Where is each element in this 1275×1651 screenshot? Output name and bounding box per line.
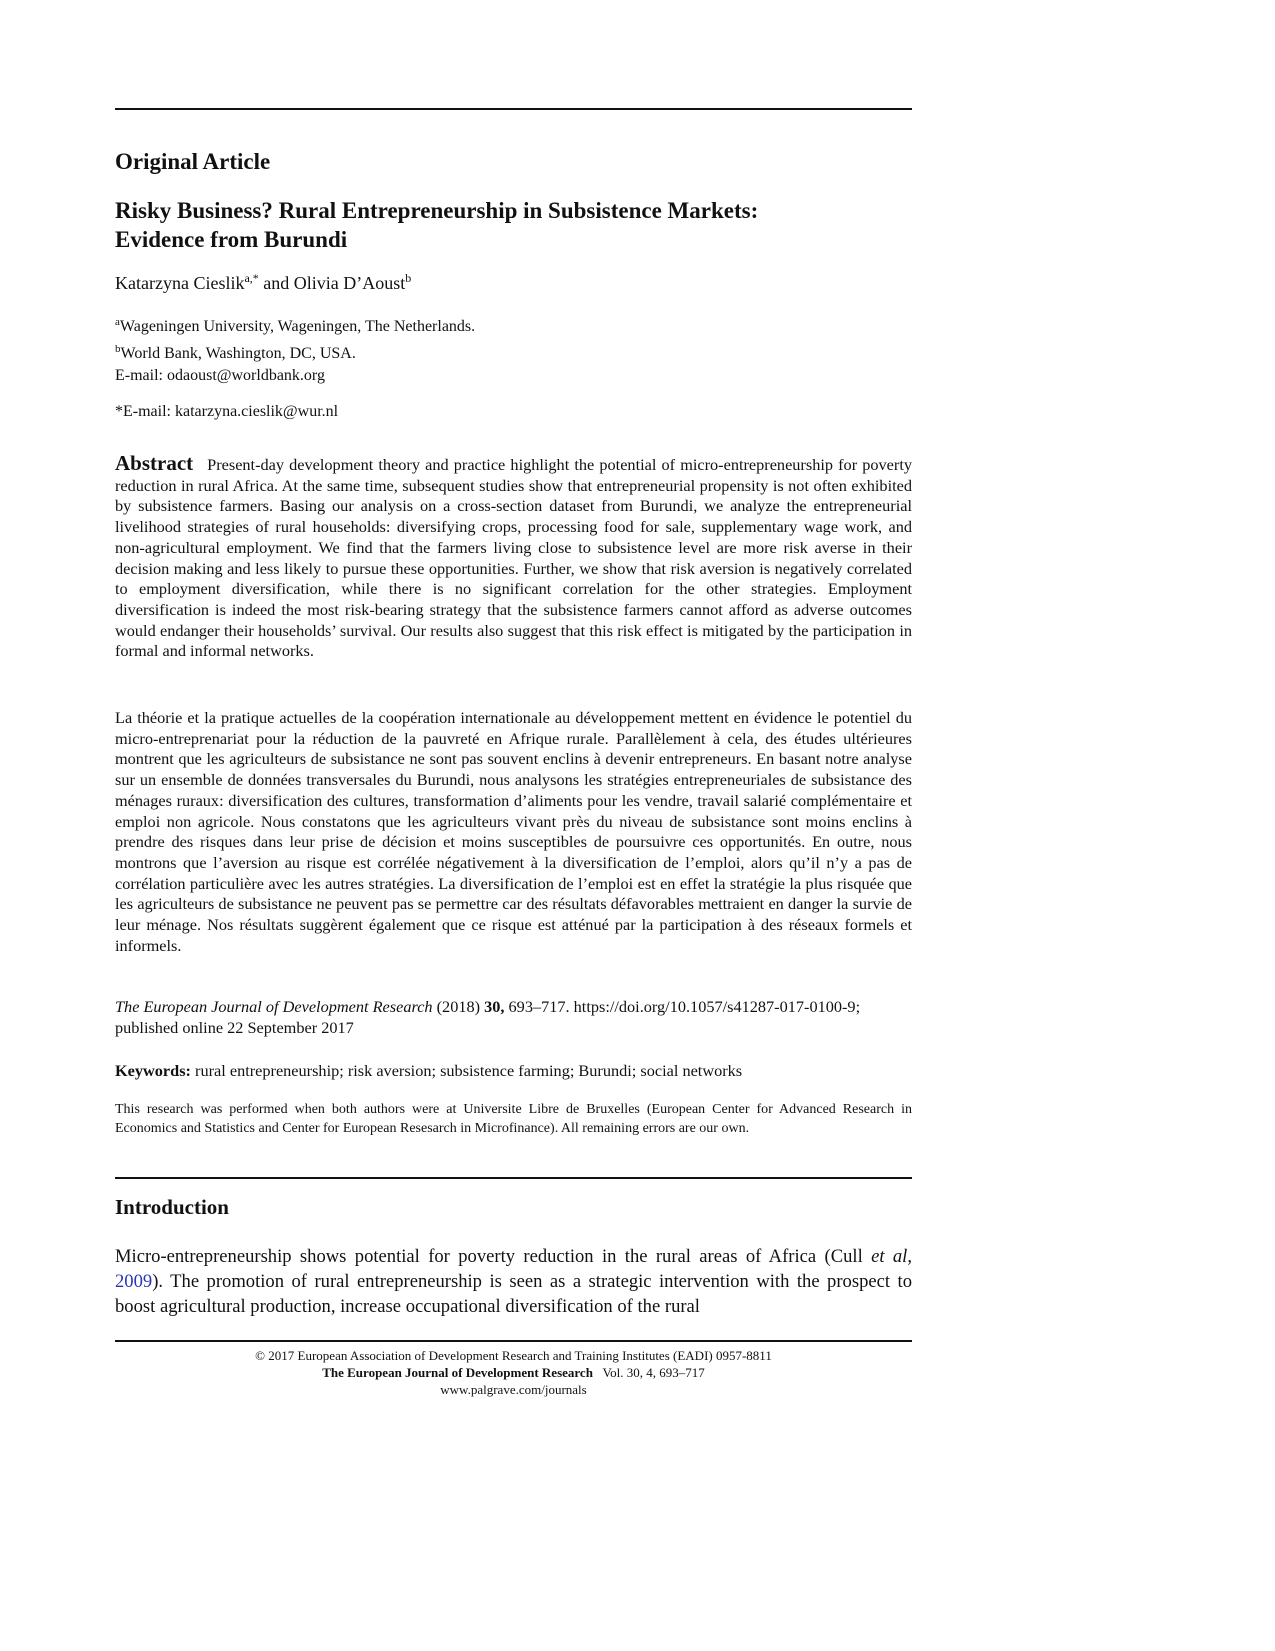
footer-journal: The European Journal of Development Research [322, 1365, 593, 1380]
abstract-english-text: Present-day development theory and practice highlight the potential of micro-entrepreneurship for poverty reduction in rural Africa. At the same time, subsequent studies show that entrepreneurial propensity is not often exhibited by subsistence farmers. Basing our analysis on a cross-section dataset from Burundi, we analyze the entrepreneurial livelihood strategies of rural households: diversifying crops, processing food for sale, supplementary wage work, and non-agricultural employment. We find that the farmers living close to subsistence level are more risk averse in their decision making and less likely to pursue these opportunities. Further, we show that risk aversion is negatively correlated to employment diversification, while there is no significant correlation for the other strategies. Employment diversification is indeed the most risk-bearing strategy that the subsistence farmers cannot afford as adverse outcomes would endanger their households’ survival. Our results also suggest that this risk effect is mitigated by the participation in formal and informal networks. [115, 455, 912, 661]
corresponding-email: *E-mail: katarzyna.cieslik@wur.nl [115, 403, 339, 420]
author-2-superscript: b [405, 271, 412, 285]
keywords-text: rural entrepreneurship; risk aversion; subsistence farming; Burundi; social networks [190, 1061, 743, 1080]
affiliation-a-marker: a [115, 316, 120, 328]
author-2-email: E-mail: odaoust@worldbank.org [115, 367, 325, 384]
title-line-1: Risky Business? Rural Entrepreneurship in Subsistence Markets: [115, 198, 759, 223]
citation [115, 996, 912, 1038]
affiliations [115, 311, 912, 387]
page-footer [115, 1347, 912, 1398]
affiliation-a-text: Wageningen University, Wageningen, The Netherlands. [119, 318, 476, 335]
footer-rule [115, 1340, 912, 1342]
reference-link-2009[interactable]: 2009 [115, 1271, 153, 1292]
footer-url: www.palgrave.com/journals [440, 1382, 587, 1397]
abstract-english [115, 453, 912, 662]
author-2-name: Olivia D’Aoust [293, 273, 406, 293]
abstract-heading: Abstract [115, 451, 194, 475]
citation-journal: The European Journal of Development Research [115, 997, 433, 1016]
footer-volume: Vol. 30, 4, 693–717 [592, 1365, 705, 1380]
title-line-2: Evidence from Burundi [115, 227, 348, 252]
abstract-french: La théorie et la pratique actuelles de la coopération internationale au développement mettent en évidence le potentiel du micro-entreprenariat pour la réduction de la pauvreté en Afrique rurale. Parallèlement à cela, des études ultérieures montrent que les agriculteurs de subsistance ne sont pas souvent enclins à devenir entrepreneurs. En basant notre analyse sur un ensemble de données transversales du Burundi, nous analysons les stratégies entrepreneuriales de subsistance des ménages ruraux: diversification des cultures, transformation d’aliments pour les vendre, travail salarié complémentaire et emploi non agricole. Nous constatons que les agriculteurs vivant près du niveau de subsistance sont moins enclins à prendre des risques dans leur prise de décision et moins susceptibles de poursuivre ces opportunités. En outre, nous montrons que l’aversion au risque est corrélée négativement à la diversification de l’emploi, alors qu’il n’y a pas de corrélation particulière avec les autres stratégies. La diversification de l’emploi est en effet la stratégie la plus risquée que les agriculteurs de subsistance ne peuvent pas se permettre car des résultats défavorables mettraient en danger la survie de leur ménage. Nos résultats suggèrent également que ce risque est atténué par la participation à des réseaux formels et informels. [115, 708, 912, 955]
keywords [115, 1060, 912, 1081]
intro-comma: , [907, 1246, 912, 1267]
introduction-heading: Introduction [115, 1195, 229, 1219]
author-list [115, 266, 912, 295]
author-connector: and [258, 273, 294, 293]
keywords-label: Keywords: [115, 1061, 191, 1080]
footer-copyright: © 2017 European Association of Development Research and Training Institutes (EADI) 0957-8811 [255, 1348, 772, 1363]
author-1-superscript: a,* [244, 271, 259, 285]
top-rule [115, 108, 912, 110]
footer-journal-line [115, 1364, 912, 1381]
article-type-label: Original Article [115, 149, 271, 174]
intro-etal: et al [871, 1246, 908, 1267]
research-note: This research was performed when both authors were at Universite Libre de Bruxelles (European Center for Advanced Research in Economics and Statistics and Center for European Resesarch in Microfinance). All remaining errors are our own. [115, 1102, 912, 1136]
affiliation-a [115, 311, 912, 338]
citation-volume: 30, [484, 997, 505, 1016]
intro-text-start: Micro-entrepreneurship shows potential for poverty reduction in the rural areas of Africa (Cull [115, 1246, 872, 1267]
citation-rest: 693–717. https://doi.org/10.1057/s41287-017-0100-9; published online 22 September 2017 [115, 997, 861, 1037]
affiliation-b [115, 338, 912, 365]
affiliation-b-text: World Bank, Washington, DC, USA. [120, 345, 356, 362]
introduction-text [115, 1244, 912, 1319]
affiliation-b-marker: b [115, 343, 121, 355]
citation-year: (2018) [432, 997, 485, 1016]
section-rule [115, 1177, 912, 1179]
article-title [115, 196, 912, 254]
intro-text-end: ). The promotion of rural entrepreneurship is seen as a strategic intervention with the prospect to boost agricultural production, increase occupational diversification of the rural [115, 1271, 912, 1317]
author-1-name: Katarzyna Cieslik [115, 273, 245, 293]
